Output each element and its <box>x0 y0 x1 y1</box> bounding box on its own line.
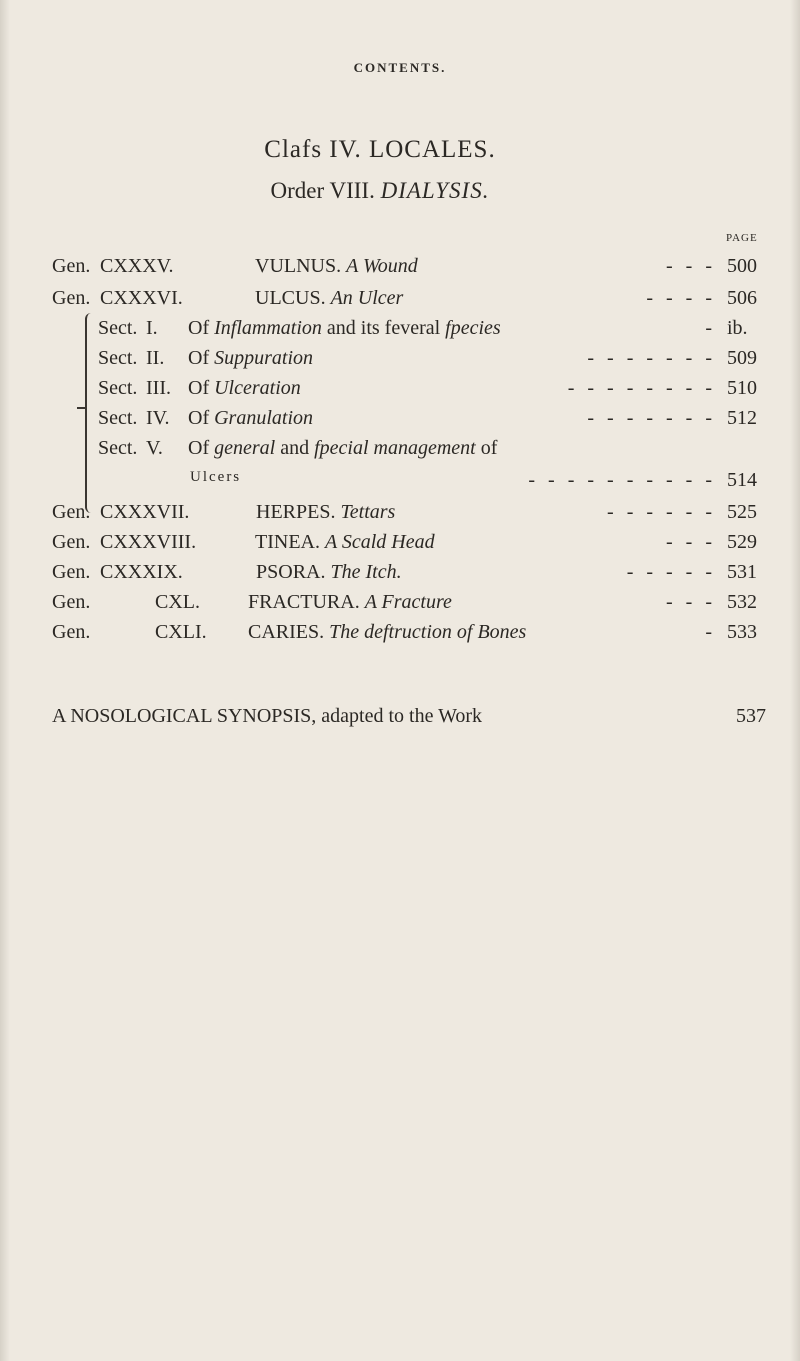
contents-entry <box>0 591 800 617</box>
entry-text-tail: of <box>475 437 498 459</box>
entry-name: TINEA. <box>255 531 325 553</box>
entry-name: CARIES. <box>248 621 330 643</box>
entry-title <box>188 347 313 370</box>
entry-kind: Gen. <box>52 561 91 583</box>
entry-name: FRACTURA. <box>248 591 365 613</box>
order-title <box>0 178 760 204</box>
entry-page-number: 506 <box>727 287 757 309</box>
entry-description: Tettars <box>340 501 396 523</box>
entry-title <box>256 501 395 524</box>
entry-page-number: 531 <box>727 561 757 583</box>
entry-kind: Gen. <box>52 531 91 553</box>
entry-number: II. <box>146 347 165 369</box>
entry-number: CXLI. <box>155 621 207 643</box>
entry-description: An Ulcer <box>330 287 404 309</box>
dot-leader: - - - <box>666 531 716 553</box>
entry-title <box>188 377 301 400</box>
entry-title <box>248 591 452 614</box>
entry-description: Ulceration <box>214 377 301 399</box>
entry-page-number: 532 <box>727 591 757 613</box>
entry-name: Of <box>188 317 215 339</box>
entry-name: Of <box>188 407 215 429</box>
order-name: DIALYSIS. <box>380 178 490 203</box>
page-column-label: PAGE <box>726 232 758 244</box>
entry-description: Suppuration <box>214 347 314 369</box>
entry-kind: Gen. <box>52 591 91 613</box>
dot-leader: - - - - - - <box>607 501 716 523</box>
contents-entry <box>0 561 800 587</box>
entry-page-number: 514 <box>727 469 757 491</box>
dot-leader: - - - - - - - - <box>567 377 716 399</box>
entry-name: Of <box>188 437 215 459</box>
entry-text: and its feveral <box>321 317 446 339</box>
entry-description: The deftruction of Bones <box>329 621 527 643</box>
contents-entry <box>0 377 800 403</box>
entry-text-italic: fpecial management <box>314 437 476 459</box>
dot-leader: - <box>705 317 716 339</box>
dot-leader: - - - <box>666 255 716 277</box>
entry-kind: Sect. <box>98 347 138 369</box>
entry-name: Of <box>188 377 215 399</box>
contents-entry <box>0 501 800 527</box>
entry-title <box>256 561 402 584</box>
entry-title <box>255 287 403 310</box>
entry-kind: Gen. <box>52 255 91 277</box>
entry-kind: Gen. <box>52 287 91 309</box>
entry-kind: Sect. <box>98 437 138 459</box>
dot-leader: - - - - - - - <box>587 347 716 369</box>
entry-title <box>255 531 435 554</box>
entry-page-number: 510 <box>727 377 757 399</box>
page-edge-left <box>0 0 10 1361</box>
dot-leader: - <box>705 621 716 643</box>
contents-entry <box>0 437 800 463</box>
dot-leader: - - - - - - - <box>587 407 716 429</box>
entry-text: and <box>275 437 315 459</box>
entry-description: A Wound <box>346 255 418 277</box>
order-prefix: Order VIII. <box>270 178 375 203</box>
contents-entry <box>0 317 800 343</box>
entry-number: V. <box>146 437 163 459</box>
entry-name: HERPES. <box>256 501 341 523</box>
entry-title <box>248 621 526 644</box>
entry-page-number: 525 <box>727 501 757 523</box>
running-head: CONTENTS. <box>353 60 447 75</box>
entry-kind: Sect. <box>98 407 138 429</box>
entry-page-number: 500 <box>727 255 757 277</box>
entry-number: I. <box>146 317 158 339</box>
synopsis-page-number: 537 <box>736 705 766 727</box>
entry-number: CXXXVII. <box>100 501 190 523</box>
contents-entry <box>0 531 800 557</box>
entry-title <box>255 255 418 278</box>
entry-description: A Scald Head <box>324 531 435 553</box>
entry-kind: Gen. <box>52 501 91 523</box>
contents-entry <box>0 469 800 495</box>
contents-entry <box>0 347 800 373</box>
entry-number: CXXXVIII. <box>100 531 197 553</box>
entry-description: Granulation <box>214 407 314 429</box>
entry-page-number: 509 <box>727 347 757 369</box>
entry-page-number: 512 <box>727 407 757 429</box>
entry-number: CXL. <box>155 591 200 613</box>
entry-number: CXXXIX. <box>100 561 183 583</box>
entry-kind: Gen. <box>52 621 91 643</box>
entry-description: Inflammation <box>214 317 322 339</box>
entry-title <box>188 407 313 430</box>
entry-name: Of <box>188 347 215 369</box>
entry-page-number: ib. <box>727 317 748 339</box>
entry-page-number: 533 <box>727 621 757 643</box>
contents-entry <box>0 255 800 281</box>
entry-description: A Fracture <box>364 591 452 613</box>
entry-name: PSORA. <box>256 561 331 583</box>
dot-leader: - - - <box>666 591 716 613</box>
contents-entry <box>0 407 800 433</box>
entry-title <box>188 317 501 340</box>
entry-number: CXXXVI. <box>100 287 183 309</box>
entry-text-italic: fpecies <box>445 317 501 339</box>
entry-name: VULNUS. <box>255 255 347 277</box>
contents-entry <box>0 621 800 647</box>
entry-number: IV. <box>146 407 170 429</box>
entry-name: ULCUS. <box>255 287 331 309</box>
page-edge-right <box>790 0 800 1361</box>
dot-leader: - - - - - <box>626 561 716 583</box>
entry-description: The Itch. <box>330 561 402 583</box>
entry-number: CXXXV. <box>100 255 174 277</box>
class-title: Clafs IV. LOCALES. <box>264 136 496 163</box>
entry-title <box>188 437 497 460</box>
entry-kind: Sect. <box>98 317 138 339</box>
contents-entry <box>0 287 800 313</box>
dot-leader: - - - - <box>646 287 716 309</box>
entry-number: III. <box>146 377 171 399</box>
dot-leader: - - - - - - - - - - <box>528 469 716 491</box>
entry-continuation: Ulcers <box>190 469 242 485</box>
entry-kind: Sect. <box>98 377 138 399</box>
entry-page-number: 529 <box>727 531 757 553</box>
entry-description: general <box>214 437 276 459</box>
synopsis-entry: A NOSOLOGICAL SYNOPSIS, adapted to the Work <box>52 705 483 727</box>
